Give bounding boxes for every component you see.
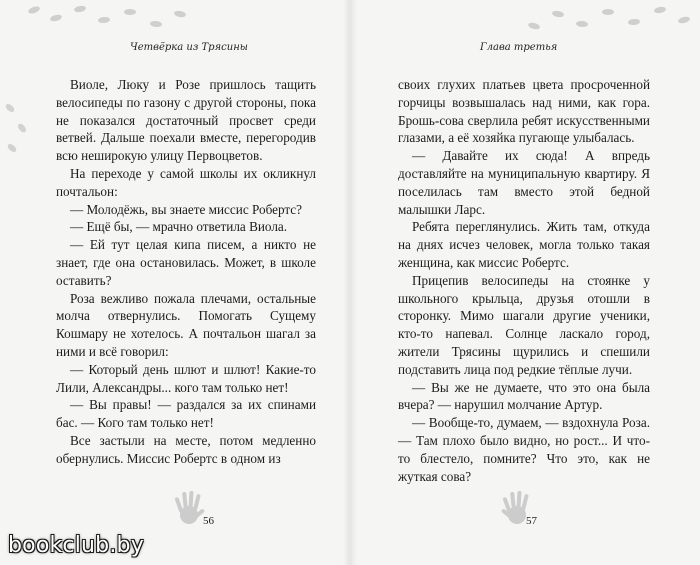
paragraph: — Вы правы! — раздался за их спинами бас. — Кого там только нет!: [56, 397, 316, 431]
paragraph: — Ей тут целая кипа писем, а никто не знает, где она остановилась. Может, в школе оставить?: [56, 237, 316, 288]
paragraph: своих глухих платьев цвета просроченной горчицы возвышалась над ними, как гора. Брошь-сова сверлила ребят искусственными глазами, а её хозяйка пугающе улыбалась.: [398, 77, 650, 146]
paragraph: Виоле, Люку и Розе пришлось тащить велосипеды по газону с другой стороны, пока не показался достаточный просвет среди ветвей. Дальше поехали вместе, перегородив всю неширокую улицу Первоцветов.: [56, 77, 316, 164]
paragraph: — Молодёжь, вы знаете миссис Робертс?: [70, 201, 303, 217]
paragraph: Роза вежливо пожала плечами, остальные молча отвернулись. Помогать Сущему Кошмару не хотелось. А почтальон шагал за ними и всё говорил:: [56, 290, 316, 359]
book-gutter: [343, 0, 357, 565]
page-number-right: 57: [526, 515, 537, 527]
paragraph: Все застыли на месте, потом медленно обернулись. Миссис Робертс в одном из: [56, 432, 316, 466]
right-page-text: [398, 76, 650, 485]
running-head-left: Четвёрка из Трясины: [130, 42, 248, 53]
paragraph: — Который день шлют и шлют! Какие-то Лили, Александры... кого там только нет!: [56, 361, 316, 395]
paragraph: — Давайте их сюда! А впредь доставляйте на муниципальную квартиру. Я поселилась там вместо этой бедной малышки Ларс.: [398, 148, 650, 217]
paw-prints-icon: [0, 98, 40, 158]
left-page-text: [56, 76, 316, 468]
paw-prints-icon: [520, 0, 700, 40]
paragraph: На переходе у самой школы их окликнул почтальон:: [56, 165, 316, 199]
paragraph: Прицепив велосипеды на стоянке у школьного крыльца, друзья отошли в сторонку. Мимо шагали другие ученики, кто-то напевал. Солнце ласкало город, жители Трясины щурились и спешили подставить лица под редкие тёплые лучи.: [398, 272, 650, 377]
paragraph: Ребята переглянулись. Жить там, откуда на днях исчез человек, могла только такая женщина, как миссис Робертс.: [398, 219, 650, 270]
paragraph: — Вообще-то, думаем, — вздохнула Роза. — Там плохо было видно, но рост... И что-то блестело, помните? Что это, как не жуткая сова?: [398, 415, 650, 484]
site-watermark: bookclub.by: [8, 533, 144, 558]
paragraph: — Вы же не думаете, что это она была вчера? — нарушил молчание Артур.: [398, 379, 650, 413]
paragraph: — Ещё бы, — мрачно ответила Виола.: [70, 219, 288, 235]
paw-prints-icon: [20, 0, 210, 40]
page-number-left: 56: [203, 515, 214, 527]
running-head-right: Глава третья: [480, 42, 558, 53]
hand-print-icon: [172, 488, 206, 528]
